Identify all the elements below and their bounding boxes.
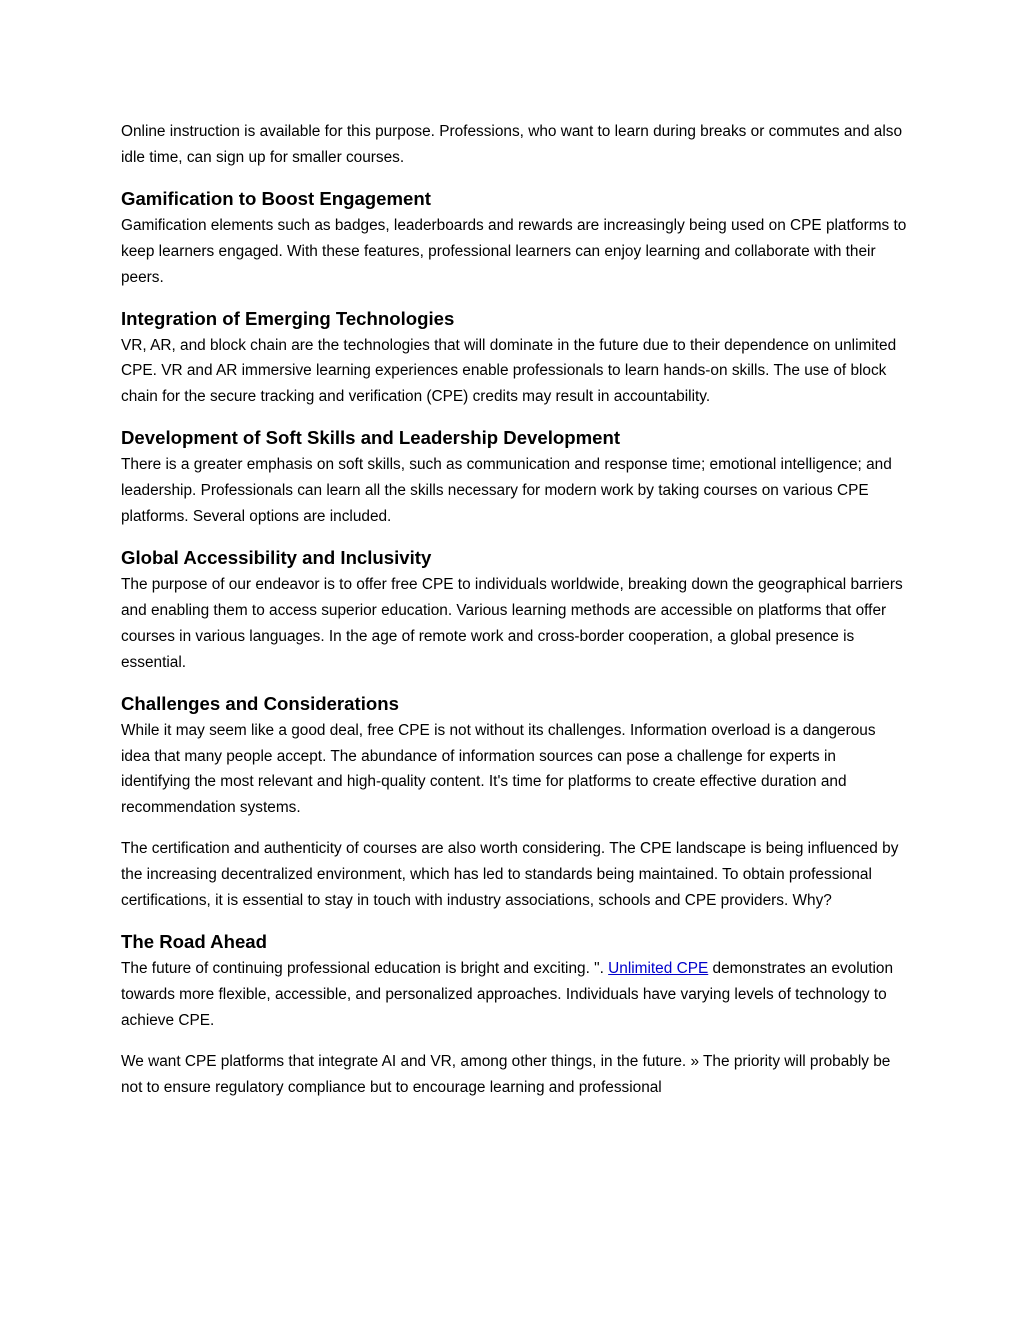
section-gamification [121, 186, 907, 291]
section-road-ahead [121, 929, 907, 1101]
section-soft-skills [121, 425, 907, 530]
section-emerging-technologies [121, 306, 907, 411]
unlimited-cpe-link[interactable]: Unlimited CPE [608, 959, 709, 977]
section-heading: Global Accessibility and Inclusivity [121, 546, 432, 568]
section-paragraph: The certification and authenticity of courses are also worth considering. The CPE landscape is being influenced by the increasing decentralized environment, which has led to standards being maintained. To obtain professional certifications, it is essential to stay in touch with industry associations, schools and CPE providers. Why? [121, 840, 899, 910]
section-challenges [121, 691, 907, 914]
section-paragraph: VR, AR, and block chain are the technologies that will dominate in the future due to their dependence on unlimited CPE. VR and AR immersive learning experiences enable professionals to learn hands-on skills. The use of block chain for the secure tracking and verification (CPE) credits may result in accountability. [121, 336, 897, 406]
intro-paragraph: Online instruction is available for this purpose. Professions, who want to learn during breaks or commutes and also idle time, can sign up for smaller courses. [121, 123, 903, 166]
section-paragraph: There is a greater emphasis on soft skills, such as communication and response time; emotional intelligence; and leadership. Professionals can learn all the skills necessary for modern work by taking courses on various CPE platforms. Several options are included. [121, 456, 892, 526]
section-heading: Gamification to Boost Engagement [121, 187, 431, 209]
section-paragraph: While it may seem like a good deal, free CPE is not without its challenges. Information overload is a dangerous idea that many people accept. The abundance of information sources can pose a challenge for experts in identifying the most relevant and high-quality content. It's time for platforms to create effective duration and recommendation systems. [121, 721, 876, 817]
section-heading: Integration of Emerging Technologies [121, 307, 455, 329]
section-heading: The Road Ahead [121, 930, 268, 952]
text-before-link: The future of continuing professional education is bright and exciting. ". [121, 959, 609, 977]
road-ahead-paragraph [121, 956, 907, 1034]
section-heading: Development of Soft Skills and Leadership Development [121, 427, 621, 449]
section-heading: Challenges and Considerations [121, 692, 399, 714]
document-page [121, 119, 907, 1115]
section-global-accessibility [121, 545, 907, 676]
section-paragraph: Gamification elements such as badges, leaderboards and rewards are increasingly being used on CPE platforms to keep learners engaged. With these features, professional learners can enjoy learning and collaborate with their peers. [121, 216, 907, 286]
road-ahead-paragraph: We want CPE platforms that integrate AI and VR, among other things, in the future. » The priority will probably be not to ensure regulatory compliance but to encourage learning and professional [121, 1052, 891, 1096]
text-after-link: demonstrates an evolution towards more flexible, accessible, and personalized approaches. Individuals have varying levels of technology to achieve CPE. [121, 959, 894, 1029]
section-paragraph: The purpose of our endeavor is to offer free CPE to individuals worldwide, breaking down the geographical barriers and enabling them to access superior education. Various learning methods are accessible on platforms that offer courses in various languages. In the age of remote work and cross-border cooperation, a global presence is essential. [121, 575, 903, 671]
